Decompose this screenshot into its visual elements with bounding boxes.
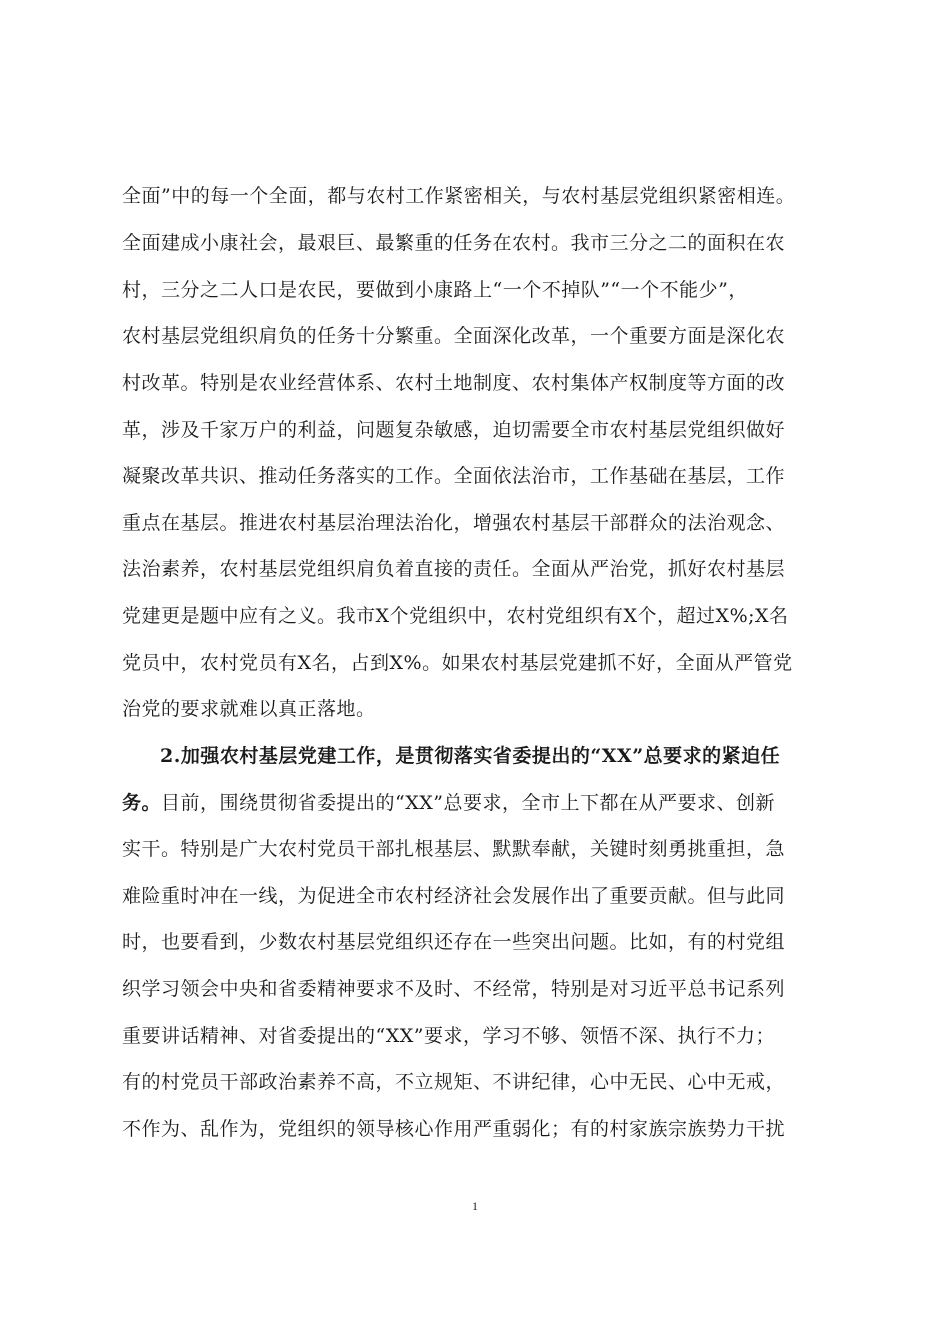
paragraph-1-line-7: 凝聚改革共识、推动任务落实的工作。全面依法治市，工作基础在基层，工作 [122,465,786,487]
paragraph-1-line-9: 法治素养，农村基层党组织肩负着直接的责任。全面从严治党，抓好农村基层 [122,558,786,580]
section-heading-2: 2.加强农村基层党建工作，是贯彻落实省委提出的“XX”总要求的紧迫任 [160,745,781,767]
paragraph-1-line-3: 村，三分之二人口是农民，要做到小康路上“一个不掉队”“一个不能少”， [122,279,748,301]
paragraph-1-line-12: 治党的要求就难以真正落地。 [122,698,376,720]
paragraph-2-line-4: 时，也要看到，少数农村基层党组织还存在一些突出问题。比如，有的村党组 [122,931,786,953]
paragraph-2-line-1 [122,791,842,815]
paragraph-1-line-1: 全面”中的每一个全面，都与农村工作紧密相关，与农村基层党组织紧密相连。 [122,185,796,207]
section-heading-2-continuation: 务。 [122,792,162,814]
paragraph-1-line-2: 全面建成小康社会，最艰巨、最繁重的任务在农村。我市三分之二的面积在农 [122,232,786,254]
paragraph-1-line-5: 村改革。特别是农业经营体系、农村土地制度、农村集体产权制度等方面的改 [122,372,786,394]
paragraph-2-line-6: 重要讲话精神、对省委提出的“XX”要求，学习不够、领悟不深、执行不力； [122,1025,775,1047]
paragraph-2-line-2: 实干。特别是广大农村党员干部扎根基层、默默奉献，关键时刻勇挑重担，急 [122,838,786,860]
paragraph-1-line-11: 党员中，农村党员有X名，占到X%。如果农村基层党建抓不好，全面从严管党 [122,652,793,674]
paragraph-2-line-3: 难险重时冲在一线，为促进全市农村经济社会发展作出了重要贡献。但与此同 [122,885,786,907]
page-number: 1 [472,1199,478,1213]
paragraph-1-line-6: 革，涉及千家万户的利益，问题复杂敏感，迫切需要全市农村基层党组织做好 [122,419,786,441]
paragraph-1-line-8: 重点在基层。推进农村基层治理法治化，增强农村基层干部群众的法治观念、 [122,512,786,534]
paragraph-2-line-5: 织学习领会中央和省委精神要求不及时、不经常，特别是对习近平总书记系列 [122,978,786,1000]
paragraph-1-line-4: 农村基层党组织肩负的任务十分繁重。全面深化改革，一个重要方面是深化农 [122,325,786,347]
paragraph-1-line-10: 党建更是题中应有之义。我市X个党组织中，农村党组织有X个，超过X%;X名 [122,605,789,627]
paragraph-2-line-8: 不作为、乱作为，党组织的领导核心作用严重弱化；有的村家族宗族势力干扰 [122,1118,786,1140]
paragraph-2-line-1-text: 目前，围绕贯彻省委提出的“XX”总要求，全市上下都在从严要求、创新 [161,792,775,814]
paragraph-2-line-7: 有的村党员干部政治素养不高，不立规矩、不讲纪律，心中无民、心中无戒， [122,1071,786,1093]
